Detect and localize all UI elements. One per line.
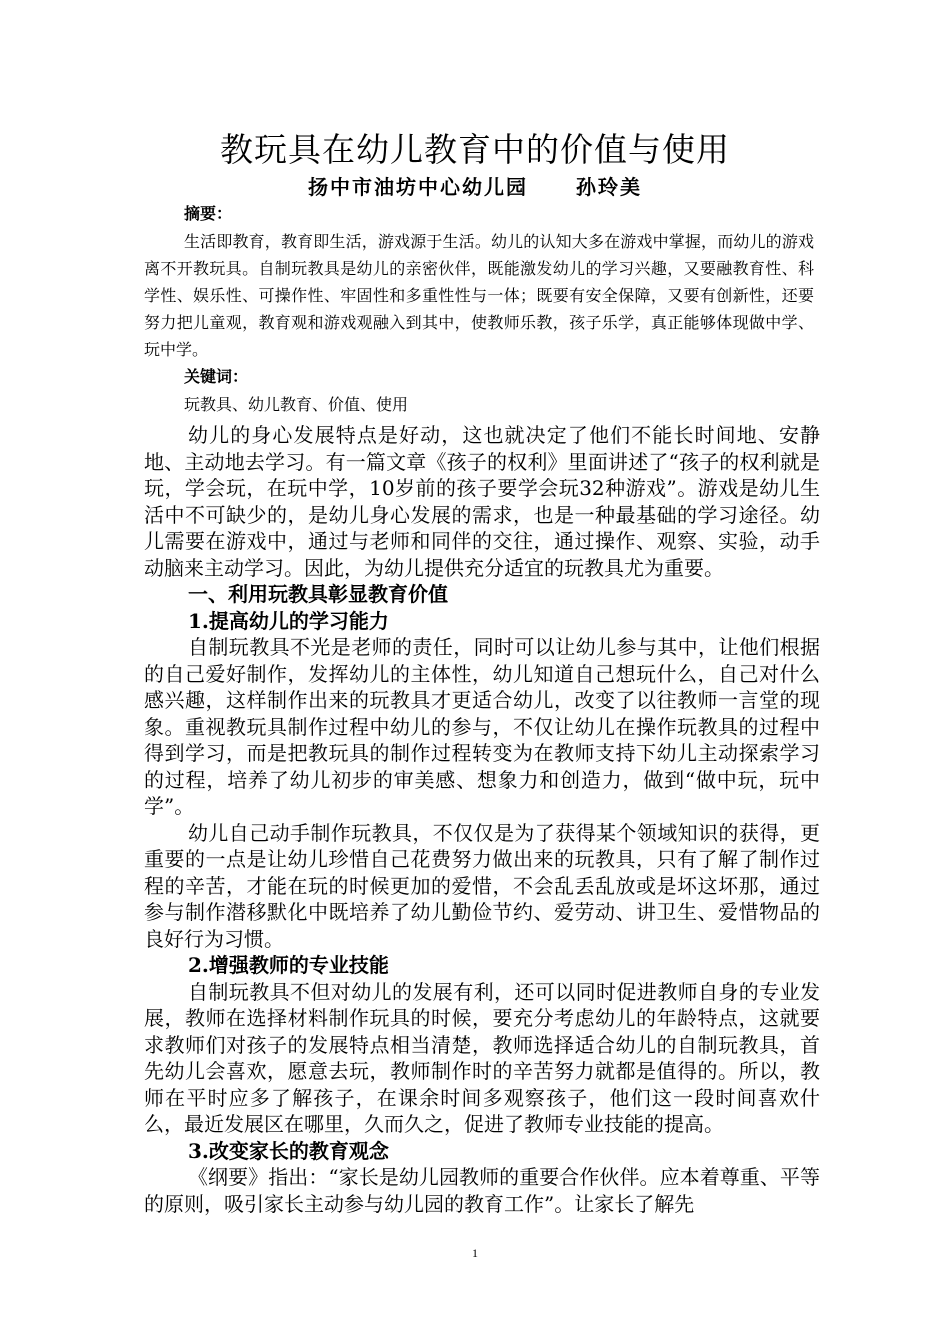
page-number: 1 (472, 1246, 478, 1260)
abstract-section (144, 200, 814, 419)
abstract-text: 生活即教育，教育即生活，游戏源于生活。幼儿的认知大多在游戏中掌握，而幼儿的游戏离不开教玩具。自制玩教具是幼儿的亲密伙伴，既能激发幼儿的学习兴趣，又要融教育性、科学性、娱乐性、可操作性、牢固性和多重性性与一体；既要有安全保障，又要有创新性，还要努力把儿童观，教育观和游戏观融入到其中，使教师乐教，孩子乐学，真正能够体现做中学、玩中学。 (144, 232, 814, 359)
subsection-1-paragraph-1: 自制玩教具不光是老师的责任，同时可以让幼儿参与其中，让他们根据的自己爱好制作，发挥幼儿的主体性，幼儿知道自己想玩什么，自己对什么感兴趣，这样制作出来的玩教具才更适合幼儿，改变了以往教师一言堂的现象。重视教玩具制作过程中幼儿的参与，不仅让幼儿在操作玩教具的过程中得到学习，而是把教玩具的制作过程转变为在教师支持下幼儿主动探索学习的过程，培养了幼儿初步的审美感、想象力和创造力，做到“做中玩，玩中学”。 (144, 635, 820, 818)
subsection-3-paragraph-1: 《纲要》指出：“家长是幼儿园教师的重要合作伙伴。应本着尊重、平等的原则，吸引家长主动参与幼儿园的教育工作”。让家长了解先 (144, 1165, 820, 1216)
author-organization: 扬中市油坊中心幼儿园 (308, 175, 528, 199)
keywords-text: 玩教具、幼儿教育、价值、使用 (184, 395, 409, 414)
keywords-label: 关键词： (184, 367, 249, 386)
subsection-heading-2: 2.增强教师的专业技能 (188, 953, 389, 977)
section-heading: 一、利用玩教具彰显教育价值 (188, 582, 448, 606)
main-body (144, 422, 820, 1217)
subsection-2-paragraph-1: 自制玩教具不但对幼儿的发展有利，还可以同时促进教师自身的专业发展，教师在选择材料制作玩具的时候，要充分考虑幼儿的年龄特点，这就要求教师们对孩子的发展特点相当清楚，教师选择适合幼儿的自制玩教具，首先幼儿会喜欢，愿意去玩，教师制作时的辛苦努力就都是值得的。所以，教师在平时应多了解孩子，在课余时间多观察孩子，他们这一段时间喜欢什么，最近发展区在哪里，久而久之，促进了教师专业技能的提高。 (144, 979, 820, 1136)
document-title: 教玩具在幼儿教育中的价值与使用 (220, 130, 730, 169)
subsection-heading-3: 3.改变家长的教育观念 (188, 1138, 389, 1163)
author-name: 孙玲美 (576, 175, 642, 199)
intro-paragraph: 幼儿的身心发展特点是好动，这也就决定了他们不能长时间地、安静地、主动地去学习。有一篇文章《孩子的权利》里面讲述了“孩子的权利就是玩，学会玩，在玩中学，10岁前的孩子要学会玩32种游戏”。游戏是幼儿生活中不可缺少的，是幼儿身心发展的需求，也是一种最基础的学习途径。幼儿需要在游戏中，通过与老师和同伴的交往，通过操作、观察、实验，动手动脑来主动学习。因此，为幼儿提供充分适宜的玩教具尤为重要。 (144, 423, 820, 580)
abstract-label: 摘要： (184, 204, 233, 223)
subsection-1-paragraph-2: 幼儿自己动手制作玩教具，不仅仅是为了获得某个领域知识的获得，更重要的一点是让幼儿珍惜自己花费努力做出来的玩教具，只有了解了制作过程的辛苦，才能在玩的时候更加的爱惜，不会乱丢乱放或是坏这坏那，通过参与制作潜移默化中既培养了幼儿勤俭节约、爱劳动、讲卫生、爱惜物品的良好行为习惯。 (144, 820, 820, 951)
author-line (0, 174, 950, 200)
subsection-heading-1: 1.提高幼儿的学习能力 (188, 608, 389, 633)
